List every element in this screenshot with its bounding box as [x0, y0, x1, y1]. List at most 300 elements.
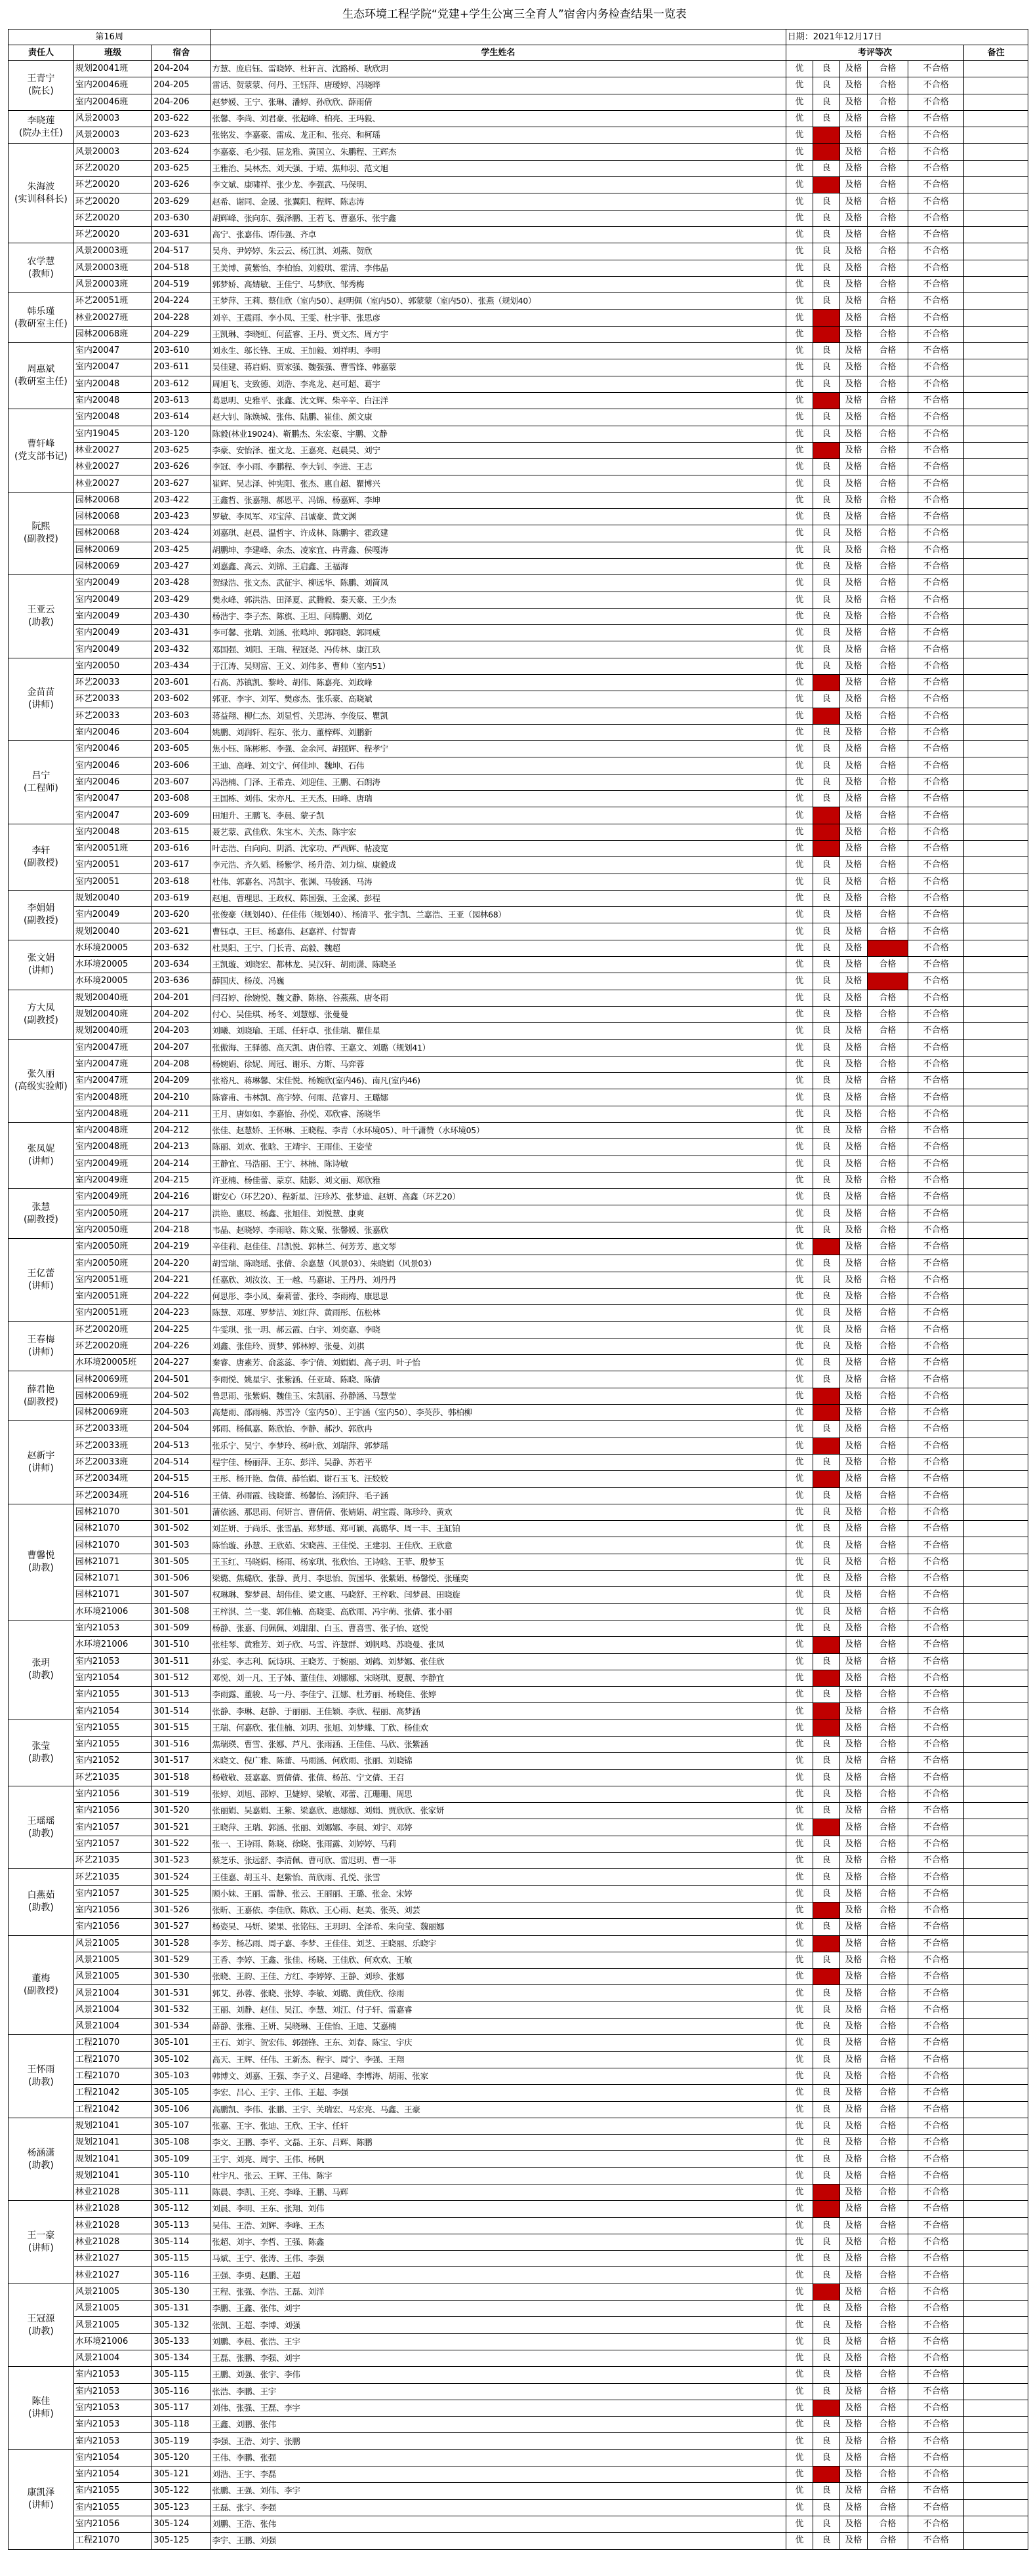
class-cell: 风景21005 — [73, 1969, 151, 1985]
dorm-cell: 305-123 — [152, 2499, 211, 2516]
note-cell — [964, 1969, 1028, 1985]
grade-cell: 及格 — [840, 2167, 867, 2184]
grade-cell: 合格 — [867, 160, 908, 176]
grade-cell: 合格 — [867, 724, 908, 740]
grade-cell: 及格 — [840, 326, 867, 342]
grade-cell: 合格 — [867, 226, 908, 243]
students-cell: 张桂琴、黄雅芳、刘子欣、马雪、许慧群、刘帆鸣、苏晓曼、张凤 — [211, 1637, 786, 1653]
grade-cell: 优 — [786, 509, 813, 525]
dorm-cell: 305-109 — [152, 2151, 211, 2167]
dorm-cell: 204-213 — [152, 1139, 211, 1156]
students-cell: 王石、刘宇、贺宏伟、郭强锋、王东、刘春、陈宝、宇庆 — [211, 2035, 786, 2051]
students-cell: 李豪、安怡泽、崔文龙、王嘉亮、赵晨昊、刘宁 — [211, 442, 786, 458]
dorm-cell: 204-519 — [152, 276, 211, 292]
responsible-person: 王冠源 (助教) — [9, 2284, 74, 2366]
grade-cell: 不合格 — [908, 2417, 964, 2433]
responsible-person: 张慧 (副教授) — [9, 1189, 74, 1239]
table-row — [9, 1504, 1028, 1520]
grade-cell: 优 — [786, 1969, 813, 1985]
grade-cell: 合格 — [867, 1006, 908, 1022]
grade-cell: 良 — [813, 1554, 840, 1570]
grade-cell: 及格 — [840, 691, 867, 708]
grade-cell: 不合格 — [908, 2383, 964, 2400]
table-row — [9, 94, 1028, 110]
grade-cell: 及格 — [840, 260, 867, 276]
grade-cell: 良 — [813, 558, 840, 574]
table-row — [9, 923, 1028, 940]
class-cell: 室内20049 — [73, 608, 151, 624]
grade-cell: 良 — [813, 492, 840, 508]
grade-cell: 不合格 — [908, 160, 964, 176]
table-row — [9, 741, 1028, 757]
class-cell: 室内20049 — [73, 625, 151, 641]
class-cell: 风景21005 — [73, 2317, 151, 2333]
dorm-cell: 203-432 — [152, 641, 211, 658]
grade-cell: 良 — [813, 2516, 840, 2532]
grade-cell: 良 — [813, 94, 840, 110]
table-row — [9, 1603, 1028, 1620]
note-cell — [964, 724, 1028, 740]
grade-cell: 及格 — [840, 658, 867, 674]
class-cell: 园林20069班 — [73, 1405, 151, 1421]
grade-cell: 及格 — [840, 2051, 867, 2068]
students-cell: 王磊、张宇、李强 — [211, 2499, 786, 2516]
class-cell: 室内20051 — [73, 857, 151, 874]
class-cell: 室内20051班 — [73, 1288, 151, 1304]
grade-cell: 不合格 — [908, 658, 964, 674]
grade-cell: 良 — [813, 260, 840, 276]
grade-cell: 不合格 — [908, 1786, 964, 1802]
note-cell — [964, 1073, 1028, 1089]
grade-cell: 不合格 — [908, 177, 964, 193]
class-cell: 风景21004 — [73, 2350, 151, 2366]
grade-cell: 不合格 — [908, 791, 964, 807]
class-cell: 园林20069 — [73, 558, 151, 574]
dorm-cell: 305-106 — [152, 2101, 211, 2118]
responsible-person: 董梅 (副教授) — [9, 1935, 74, 2035]
note-cell — [964, 2350, 1028, 2366]
grade-cell: 及格 — [840, 2184, 867, 2201]
class-cell: 风景21005 — [73, 1935, 151, 1952]
class-cell: 室内21053 — [73, 2367, 151, 2383]
dorm-cell: 301-519 — [152, 1786, 211, 1802]
grade-cell: 合格 — [867, 293, 908, 310]
class-cell: 室内20049 — [73, 641, 151, 658]
table-row — [9, 1454, 1028, 1470]
students-cell: 高鹏凯、李伟、张鹏、王宇、关瑞宏、马宏亮、马鑫、王豪 — [211, 2101, 786, 2118]
table-row — [9, 1338, 1028, 1354]
grade-cell: 合格 — [867, 1720, 908, 1736]
grade-cell: 不合格 — [908, 359, 964, 376]
grade-cell: 及格 — [840, 1272, 867, 1288]
table-row — [9, 791, 1028, 807]
grade-cell: 及格 — [840, 426, 867, 442]
grade-cell — [813, 2466, 840, 2483]
grade-cell: 合格 — [867, 542, 908, 558]
table-row — [9, 2483, 1028, 2499]
grade-cell: 良 — [813, 226, 840, 243]
grade-cell: 不合格 — [908, 1969, 964, 1985]
grade-cell: 良 — [813, 2019, 840, 2035]
note-cell — [964, 177, 1028, 193]
grade-cell: 不合格 — [908, 2217, 964, 2234]
grade-cell: 不合格 — [908, 2118, 964, 2134]
note-cell — [964, 840, 1028, 856]
dorm-cell: 305-116 — [152, 2383, 211, 2400]
students-cell: 陈慧、邓瑾、罗梦洁、刘红萍、黄雨彤、伍松林 — [211, 1305, 786, 1321]
grade-cell: 合格 — [867, 2417, 908, 2433]
grade-cell: 及格 — [840, 177, 867, 193]
grade-cell: 合格 — [867, 1371, 908, 1388]
dorm-cell: 305-115 — [152, 2367, 211, 2383]
table-row — [9, 1321, 1028, 1338]
class-cell: 园林20068 — [73, 509, 151, 525]
note-cell — [964, 1205, 1028, 1222]
students-cell: 张静、李琳、赵静、于丽丽、王佳颖、李欣、程丽、高梦涵 — [211, 1703, 786, 1720]
grade-cell: 优 — [786, 2284, 813, 2300]
class-cell: 工程21042 — [73, 2085, 151, 2101]
class-cell: 园林20068班 — [73, 326, 151, 342]
class-cell: 风景21004 — [73, 2002, 151, 2018]
dorm-cell: 204-210 — [152, 1089, 211, 1106]
students-cell: 王彤、杨开艳、詹倩、薛怡娟、谢石玉飞、汪姣姣 — [211, 1471, 786, 1487]
note-cell — [964, 757, 1028, 774]
table-row — [9, 1554, 1028, 1570]
table-row — [9, 2167, 1028, 2184]
grade-cell: 优 — [786, 2433, 813, 2449]
class-cell: 园林21070 — [73, 1521, 151, 1537]
class-cell: 室内21054 — [73, 2449, 151, 2466]
grade-cell: 优 — [786, 2068, 813, 2084]
grade-cell — [813, 177, 840, 193]
note-cell — [964, 2151, 1028, 2167]
grade-cell: 优 — [786, 1239, 813, 1255]
grade-cell: 不合格 — [908, 2333, 964, 2350]
grade-cell: 优 — [786, 1869, 813, 1885]
responsible-person: 金苗苗 (讲师) — [9, 658, 74, 740]
grade-cell: 优 — [786, 2251, 813, 2267]
grade-cell: 不合格 — [908, 2533, 964, 2549]
grade-cell — [813, 2184, 840, 2201]
grade-cell: 良 — [813, 874, 840, 890]
grade-cell: 不合格 — [908, 1172, 964, 1188]
class-cell: 林业20027 — [73, 459, 151, 475]
students-cell: 王玉红、马晓娟、杨雨、杨家琪、张欣怡、王诗晗、王菲、殷梦玉 — [211, 1554, 786, 1570]
grade-cell: 不合格 — [908, 2466, 964, 2483]
grade-cell: 不合格 — [908, 2151, 964, 2167]
table-row — [9, 226, 1028, 243]
note-cell — [964, 1504, 1028, 1520]
students-cell: 张傲海、王驿德、高天凯、唐伯蓉、王嘉文、刘璐（规划41） — [211, 1039, 786, 1056]
grade-cell: 优 — [786, 1405, 813, 1421]
students-cell: 权琳琳、黎梦晨、胡伟佳、梁文惠、马晓舒、王梓歌、闫梦晨、田晓旋 — [211, 1587, 786, 1603]
grade-cell: 良 — [813, 2483, 840, 2499]
grade-cell: 不合格 — [908, 193, 964, 210]
grade-cell: 不合格 — [908, 1089, 964, 1106]
grade-cell: 不合格 — [908, 1703, 964, 1720]
table-row — [9, 608, 1028, 624]
grade-cell — [813, 840, 840, 856]
note-cell — [964, 276, 1028, 292]
note-cell — [964, 1338, 1028, 1354]
grade-cell: 优 — [786, 1305, 813, 1321]
grade-cell: 优 — [786, 475, 813, 492]
dorm-cell: 204-221 — [152, 1272, 211, 1288]
grade-cell: 及格 — [840, 757, 867, 774]
grade-cell: 合格 — [867, 1819, 908, 1836]
responsible-person: 王一豪 (讲师) — [9, 2201, 74, 2284]
class-cell: 风景20003 — [73, 144, 151, 160]
grade-cell: 不合格 — [908, 1736, 964, 1752]
class-cell: 室内20051 — [73, 874, 151, 890]
grade-cell: 及格 — [840, 608, 867, 624]
grade-cell: 及格 — [840, 144, 867, 160]
grade-cell: 不合格 — [908, 1189, 964, 1205]
grade-cell: 优 — [786, 1039, 813, 1056]
dorm-cell: 203-630 — [152, 210, 211, 226]
grade-cell: 良 — [813, 1139, 840, 1156]
students-cell: 高楚雨、邵雨楠、苏雪冷（室内50）、王宇涵（室内50）、李英莎、韩柏柳 — [211, 1405, 786, 1421]
grade-cell: 优 — [786, 791, 813, 807]
dorm-cell: 301-506 — [152, 1571, 211, 1587]
grade-cell: 及格 — [840, 2151, 867, 2167]
grade-cell: 良 — [813, 1106, 840, 1122]
grade-cell: 良 — [813, 1056, 840, 1072]
grade-cell: 及格 — [840, 857, 867, 874]
grade-cell — [813, 1471, 840, 1487]
grade-cell: 优 — [786, 226, 813, 243]
grade-cell: 良 — [813, 1454, 840, 1470]
grade-cell: 不合格 — [908, 1985, 964, 2002]
class-cell: 环艺20020班 — [73, 1338, 151, 1354]
grade-cell: 及格 — [840, 2367, 867, 2383]
grade-cell: 优 — [786, 1554, 813, 1570]
dorm-cell: 301-524 — [152, 1869, 211, 1885]
grade-cell: 合格 — [867, 1222, 908, 1238]
grade-cell: 良 — [813, 243, 840, 260]
table-row — [9, 1123, 1028, 1139]
grade-cell: 不合格 — [908, 392, 964, 409]
grade-cell: 及格 — [840, 625, 867, 641]
grade-cell: 不合格 — [908, 2499, 964, 2516]
grade-cell: 及格 — [840, 1123, 867, 1139]
grade-cell: 及格 — [840, 2234, 867, 2250]
dorm-cell: 305-116 — [152, 2267, 211, 2284]
note-cell — [964, 1487, 1028, 1504]
students-cell: 洪艳、惠辰、杨鑫、张旭佳、刘悦慧、康爽 — [211, 1205, 786, 1222]
grade-cell: 及格 — [840, 558, 867, 574]
dorm-cell: 301-508 — [152, 1603, 211, 1620]
class-cell: 室内21056 — [73, 1786, 151, 1802]
table-row — [9, 1853, 1028, 1869]
note-cell — [964, 1952, 1028, 1968]
class-cell: 林业21028 — [73, 2201, 151, 2217]
class-cell: 风景20003 — [73, 110, 151, 127]
grade-cell: 良 — [813, 1919, 840, 1935]
grade-cell: 及格 — [840, 1769, 867, 1786]
grade-cell: 良 — [813, 1952, 840, 1968]
class-cell: 园林20069班 — [73, 1388, 151, 1404]
grade-cell: 优 — [786, 1720, 813, 1736]
grade-cell: 优 — [786, 310, 813, 326]
class-cell: 室内20047 — [73, 343, 151, 359]
grade-cell: 优 — [786, 2135, 813, 2151]
students-cell: 鲁思雨、张紫娟、魏佳玉、宋凯丽、孙静涵、马慧莹 — [211, 1388, 786, 1404]
grade-cell: 及格 — [840, 2449, 867, 2466]
dorm-cell: 301-515 — [152, 1720, 211, 1736]
table-row — [9, 1620, 1028, 1636]
students-cell: 张丽娟、吴嘉娟、王紫、梁嘉欣、惠娜娜、刘娟、贾欣欣、张家妍 — [211, 1803, 786, 1819]
grade-cell: 良 — [813, 1255, 840, 1272]
students-cell: 蒲依涵、那思雨、何妍言、曹倩倩、张婧娟、胡宝霞、陈珍玲、黄欢 — [211, 1504, 786, 1520]
class-cell: 室内20046 — [73, 774, 151, 790]
grade-cell: 优 — [786, 1056, 813, 1072]
grade-cell: 优 — [786, 1985, 813, 2002]
dorm-cell: 204-211 — [152, 1106, 211, 1122]
table-row — [9, 1487, 1028, 1504]
grade-cell: 优 — [786, 1023, 813, 1039]
dorm-cell: 301-530 — [152, 1969, 211, 1985]
responsible-person: 吕宁 (工程师) — [9, 741, 74, 824]
dorm-cell: 301-523 — [152, 1853, 211, 1869]
dorm-cell: 203-613 — [152, 392, 211, 409]
dorm-cell: 305-108 — [152, 2135, 211, 2151]
grade-cell: 优 — [786, 1355, 813, 1371]
students-cell: 焦瑞瑛、曹雪、张娜、芦凡、张雨涵、王佳佳、马欣、张紫涵 — [211, 1736, 786, 1752]
grade-cell: 不合格 — [908, 2317, 964, 2333]
grade-cell: 及格 — [840, 1554, 867, 1570]
grade-cell: 良 — [813, 509, 840, 525]
grade-cell: 合格 — [867, 2002, 908, 2018]
students-cell: 刘鑫、张佳玲、贾梦、郭林婷、张曼、刘祺 — [211, 1338, 786, 1354]
grade-cell: 良 — [813, 890, 840, 906]
table-row — [9, 1537, 1028, 1554]
grade-cell: 不合格 — [908, 1537, 964, 1554]
class-cell: 环艺20033班 — [73, 1454, 151, 1470]
grade-cell: 合格 — [867, 2367, 908, 2383]
grade-cell: 良 — [813, 2417, 840, 2433]
grade-cell: 优 — [786, 1172, 813, 1188]
grade-cell: 不合格 — [908, 1819, 964, 1836]
grade-cell: 及格 — [840, 127, 867, 144]
responsible-person: 赵新宇 (讲师) — [9, 1421, 74, 1504]
grade-cell: 良 — [813, 2151, 840, 2167]
class-cell: 室内19045 — [73, 426, 151, 442]
class-cell: 风景21004 — [73, 1985, 151, 2002]
table-row — [9, 857, 1028, 874]
students-cell: 刘鹏、李晨、张浩、王宇 — [211, 2333, 786, 2350]
students-cell: 李雨露、董骏、马一丹、李佳宁、江娜、杜芳丽、杨晓佳、张婷 — [211, 1687, 786, 1703]
grade-cell: 不合格 — [908, 691, 964, 708]
note-cell — [964, 2051, 1028, 2068]
students-cell: 付心、吴佳琪、杨冬、刘慧娜、张曼曼 — [211, 1006, 786, 1022]
class-cell: 室内21054 — [73, 2466, 151, 2483]
dorm-cell: 305-115 — [152, 2251, 211, 2267]
table-row — [9, 475, 1028, 492]
class-cell: 工程21070 — [73, 2035, 151, 2051]
grade-cell: 及格 — [840, 343, 867, 359]
students-cell: 赵旭、曹理思、王政权、陈国强、王金溪、彭程 — [211, 890, 786, 906]
class-cell: 园林21071 — [73, 1554, 151, 1570]
responsible-person: 李娟娟 (副教授) — [9, 890, 74, 940]
grade-cell: 合格 — [867, 1703, 908, 1720]
grade-cell: 合格 — [867, 840, 908, 856]
responsible-person: 杨涵潇 (助教) — [9, 2118, 74, 2200]
grade-cell: 优 — [786, 2101, 813, 2118]
grade-cell: 良 — [813, 575, 840, 592]
dorm-cell: 203-615 — [152, 824, 211, 840]
students-cell: 曹钰卓、王巨、杨嘉伟、赵嘉祥、付智青 — [211, 923, 786, 940]
table-row — [9, 1189, 1028, 1205]
grade-cell: 合格 — [867, 2449, 908, 2466]
students-cell: 田旭升、王鹏飞、李晨、蒙子凯 — [211, 807, 786, 824]
grade-cell: 合格 — [867, 1438, 908, 1454]
grade-cell: 及格 — [840, 1421, 867, 1438]
grade-cell: 不合格 — [908, 61, 964, 77]
dorm-cell: 305-124 — [152, 2516, 211, 2532]
note-cell — [964, 1156, 1028, 1172]
note-cell — [964, 409, 1028, 426]
class-cell: 环艺20033 — [73, 691, 151, 708]
dorm-cell: 204-214 — [152, 1156, 211, 1172]
grade-cell: 优 — [786, 2184, 813, 2201]
grade-cell: 及格 — [840, 2533, 867, 2549]
week-label: 第16周 — [9, 30, 211, 45]
grade-cell: 不合格 — [908, 1454, 964, 1470]
grade-cell — [813, 1239, 840, 1255]
grade-cell: 合格 — [867, 1603, 908, 1620]
note-cell — [964, 2301, 1028, 2317]
note-cell — [964, 2035, 1028, 2051]
table-row — [9, 1670, 1028, 1686]
note-cell — [964, 376, 1028, 392]
grade-cell: 合格 — [867, 674, 908, 691]
grade-cell: 优 — [786, 1603, 813, 1620]
grade-cell: 良 — [813, 77, 840, 94]
dorm-cell: 204-201 — [152, 990, 211, 1006]
grade-cell: 优 — [786, 608, 813, 624]
students-cell: 赵梦媛、王宁、张琳、潘婷、孙欣欣、薛雨倩 — [211, 94, 786, 110]
table-row — [9, 1139, 1028, 1156]
grade-cell: 不合格 — [908, 260, 964, 276]
grade-cell: 不合格 — [908, 1156, 964, 1172]
grade-cell: 合格 — [867, 2301, 908, 2317]
grade-cell: 不合格 — [908, 2068, 964, 2084]
students-cell: 石高、苏镇凯、黎岭、胡伟、陈嘉亮、刘政峰 — [211, 674, 786, 691]
dorm-cell: 204-204 — [152, 61, 211, 77]
students-cell: 吴伟、王浩、刘辉、李峰、王杰 — [211, 2217, 786, 2234]
grade-cell: 优 — [786, 426, 813, 442]
students-cell: 王国栋、刘伟、宋亦凡、王天杰、田峰、唐瑞 — [211, 791, 786, 807]
class-cell: 风景20003班 — [73, 243, 151, 260]
table-row — [9, 2234, 1028, 2250]
table-row — [9, 542, 1028, 558]
grade-cell — [813, 2201, 840, 2217]
grade-cell: 优 — [786, 1388, 813, 1404]
note-cell — [964, 1405, 1028, 1421]
grade-cell: 不合格 — [908, 442, 964, 458]
grade-cell: 及格 — [840, 2433, 867, 2449]
grade-cell: 优 — [786, 94, 813, 110]
grade-cell — [813, 2284, 840, 2300]
class-cell: 室内20048 — [73, 409, 151, 426]
note-cell — [964, 1786, 1028, 1802]
table-row — [9, 509, 1028, 525]
grade-cell: 及格 — [840, 1089, 867, 1106]
grade-cell: 良 — [813, 110, 840, 127]
table-row — [9, 840, 1028, 856]
grade-cell: 合格 — [867, 1786, 908, 1802]
